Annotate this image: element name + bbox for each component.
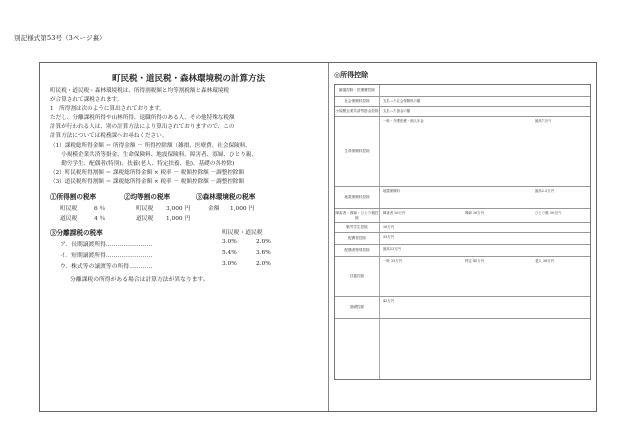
deductions-title: ◎所得控除 [334,70,369,79]
deduction-cell: 支払った社会保険料の額 [383,99,421,103]
table-gridline [379,257,380,296]
table-gridline [379,107,380,116]
deduction-cell: 最高7万円 [535,119,551,123]
table-gridline [379,97,380,106]
deduction-label: 雑損控除・医療費控除 [339,88,375,92]
formula-line: 勤労学生、配偶者(特別)、扶養(老人、特定扶養、他)、基礎の各控除) [50,161,235,167]
kinto-rate-title: ②均等割の税率 [124,193,171,201]
bunri-rate-b: 2.0% [256,239,271,245]
deduction-cell: 一般・介護医療・個人年金 [383,119,424,123]
bunri-rate-b: 3.6% [256,250,271,256]
table-gridline [379,223,380,232]
deduction-row [335,97,590,107]
deduction-cell: 最高33万円 [383,247,401,251]
formula-line: （3）道民税所得割額 ＝ 課税総所得金額 × 税率 － 税額控除額 －調整控除額 [50,179,245,185]
bunri-label: ア．長期譲渡所得…………………… [60,242,153,248]
column-divider [328,63,329,411]
sec1-line: 1 所得割は次のように算出されております。 [50,106,165,112]
deduction-row [335,245,590,257]
table-gridline [379,297,380,318]
deduction-cell: 寡婦 26万円 [465,211,484,215]
deduction-cell: 43万円 [383,299,395,303]
shotoku-rate: 4 ％ [94,216,106,222]
intro-line: が合算されて課税されます。 [50,97,123,103]
deduction-cell: 地震保険料 [383,189,400,193]
deduction-cell: 26万円 [383,225,395,229]
sec1-line: ただし、分離課税所得や山林所得、退職所得のある人、その他特殊な税額 [50,115,235,121]
rate-name: 町民税 [136,206,154,212]
deduction-label: 配偶者特別控除 [344,248,370,252]
forest-rate-title: ③森林環境税の税率 [196,193,256,201]
deduction-cell: 33万円 [383,235,395,239]
deduction-label: 社会保険料控除 [344,99,370,103]
form-number: 別記様式第53号（3ページ裏） [14,34,106,42]
bunri-rate-b: 2.0% [256,261,271,267]
deduction-row [335,85,590,97]
section-title: 町民税・道民税・森林環境税の計算方法 [112,74,266,84]
forest-rate: 1,000 円 [230,206,255,212]
deduction-cell: 老人 38万円 [535,259,554,263]
formula-line: （1）課税総所得金額 ＝ 所得金額 － 所得控除額（雑損、医療費、社会保険料、 [50,143,251,149]
deduction-label [335,319,379,379]
deduction-label: 基礎控除 [349,305,365,309]
deduction-row [335,107,590,117]
bunri-title: ③分離課税の税率 [50,229,103,237]
bunri-label: ウ．株式等の譲渡等の所得………… [60,264,153,270]
deductions-table [334,84,591,380]
formula-line: （2）町民税所得割額 ＝ 課税総所得金額 × 税率 － 税額控除額 －調整控除額 [50,170,245,176]
kinto-rate: 3,000 円 [166,206,191,212]
deduction-cell: ひとり親 30万円 [535,211,561,215]
deduction-row [335,209,590,223]
deduction-row [335,223,590,233]
intro-line: 町民税・道民税・森林環境税は、所得割税額と均等割税額と森林環境税 [50,88,230,94]
formula-line: 小規模企業共済等掛金、生命保険料、地震保険料、障害者、寡婦、ひとり親、 [50,152,257,158]
shotoku-rate-title: ①所得割の税率 [50,193,97,201]
deduction-cell: 支払った掛金の額 [383,109,411,113]
table-gridline [379,117,380,186]
shotoku-rate: 6 ％ [94,206,106,212]
deduction-label: 勤労学生控除 [346,225,368,229]
deduction-label: 生命保険料控除 [344,149,370,153]
deduction-label: 扶養控除 [349,274,365,278]
deduction-row [335,319,590,379]
sec1-line: 計算が行われる人は、別の計算方法により算出されておりますので、この [50,124,235,130]
table-gridline [379,187,380,208]
deduction-label: 地震保険料控除 [344,195,370,199]
table-gridline [379,245,380,256]
deduction-cell: 一般 33万円 [383,259,402,263]
forest-label: 金額 [208,206,220,212]
deduction-row [335,297,590,319]
bunri-rate-a: 3.0% [222,239,237,245]
deduction-cell: 障害者 26万円 [383,211,406,215]
document-frame [39,62,597,412]
table-gridline [379,233,380,244]
rate-name: 町民税 [60,206,78,212]
kinto-rate: 1,000 円 [166,216,191,222]
bunri-note: 分離課税の所得がある場合は計算方法が異なります。 [70,277,209,283]
deduction-label: 配偶者控除 [348,236,366,240]
bunri-rate-a: 3.0% [222,261,237,267]
bunri-label: イ．短期譲渡所得…………………… [60,253,153,259]
deduction-label: 小規模企業共済等掛金控除 [335,109,379,113]
rate-name: 道民税 [60,216,78,222]
table-gridline [379,319,380,379]
deduction-label: 障害者・寡婦・ひとり親控除 [335,210,379,220]
table-gridline [379,209,380,222]
deduction-cell: 特定 45万円 [465,259,484,263]
sec1-line: 計算方法については税務課へお尋ねください。 [50,133,168,139]
rate-name: 道民税 [136,216,154,222]
deduction-row [335,187,590,209]
bunri-col-header: 町民税・道民税 [222,230,263,236]
table-gridline [379,85,380,96]
deduction-row [335,257,590,297]
bunri-rate-a: 5.4% [222,250,237,256]
deduction-row [335,117,590,187]
deduction-cell: 最高2.5万円 [535,189,554,193]
deduction-row [335,233,590,245]
